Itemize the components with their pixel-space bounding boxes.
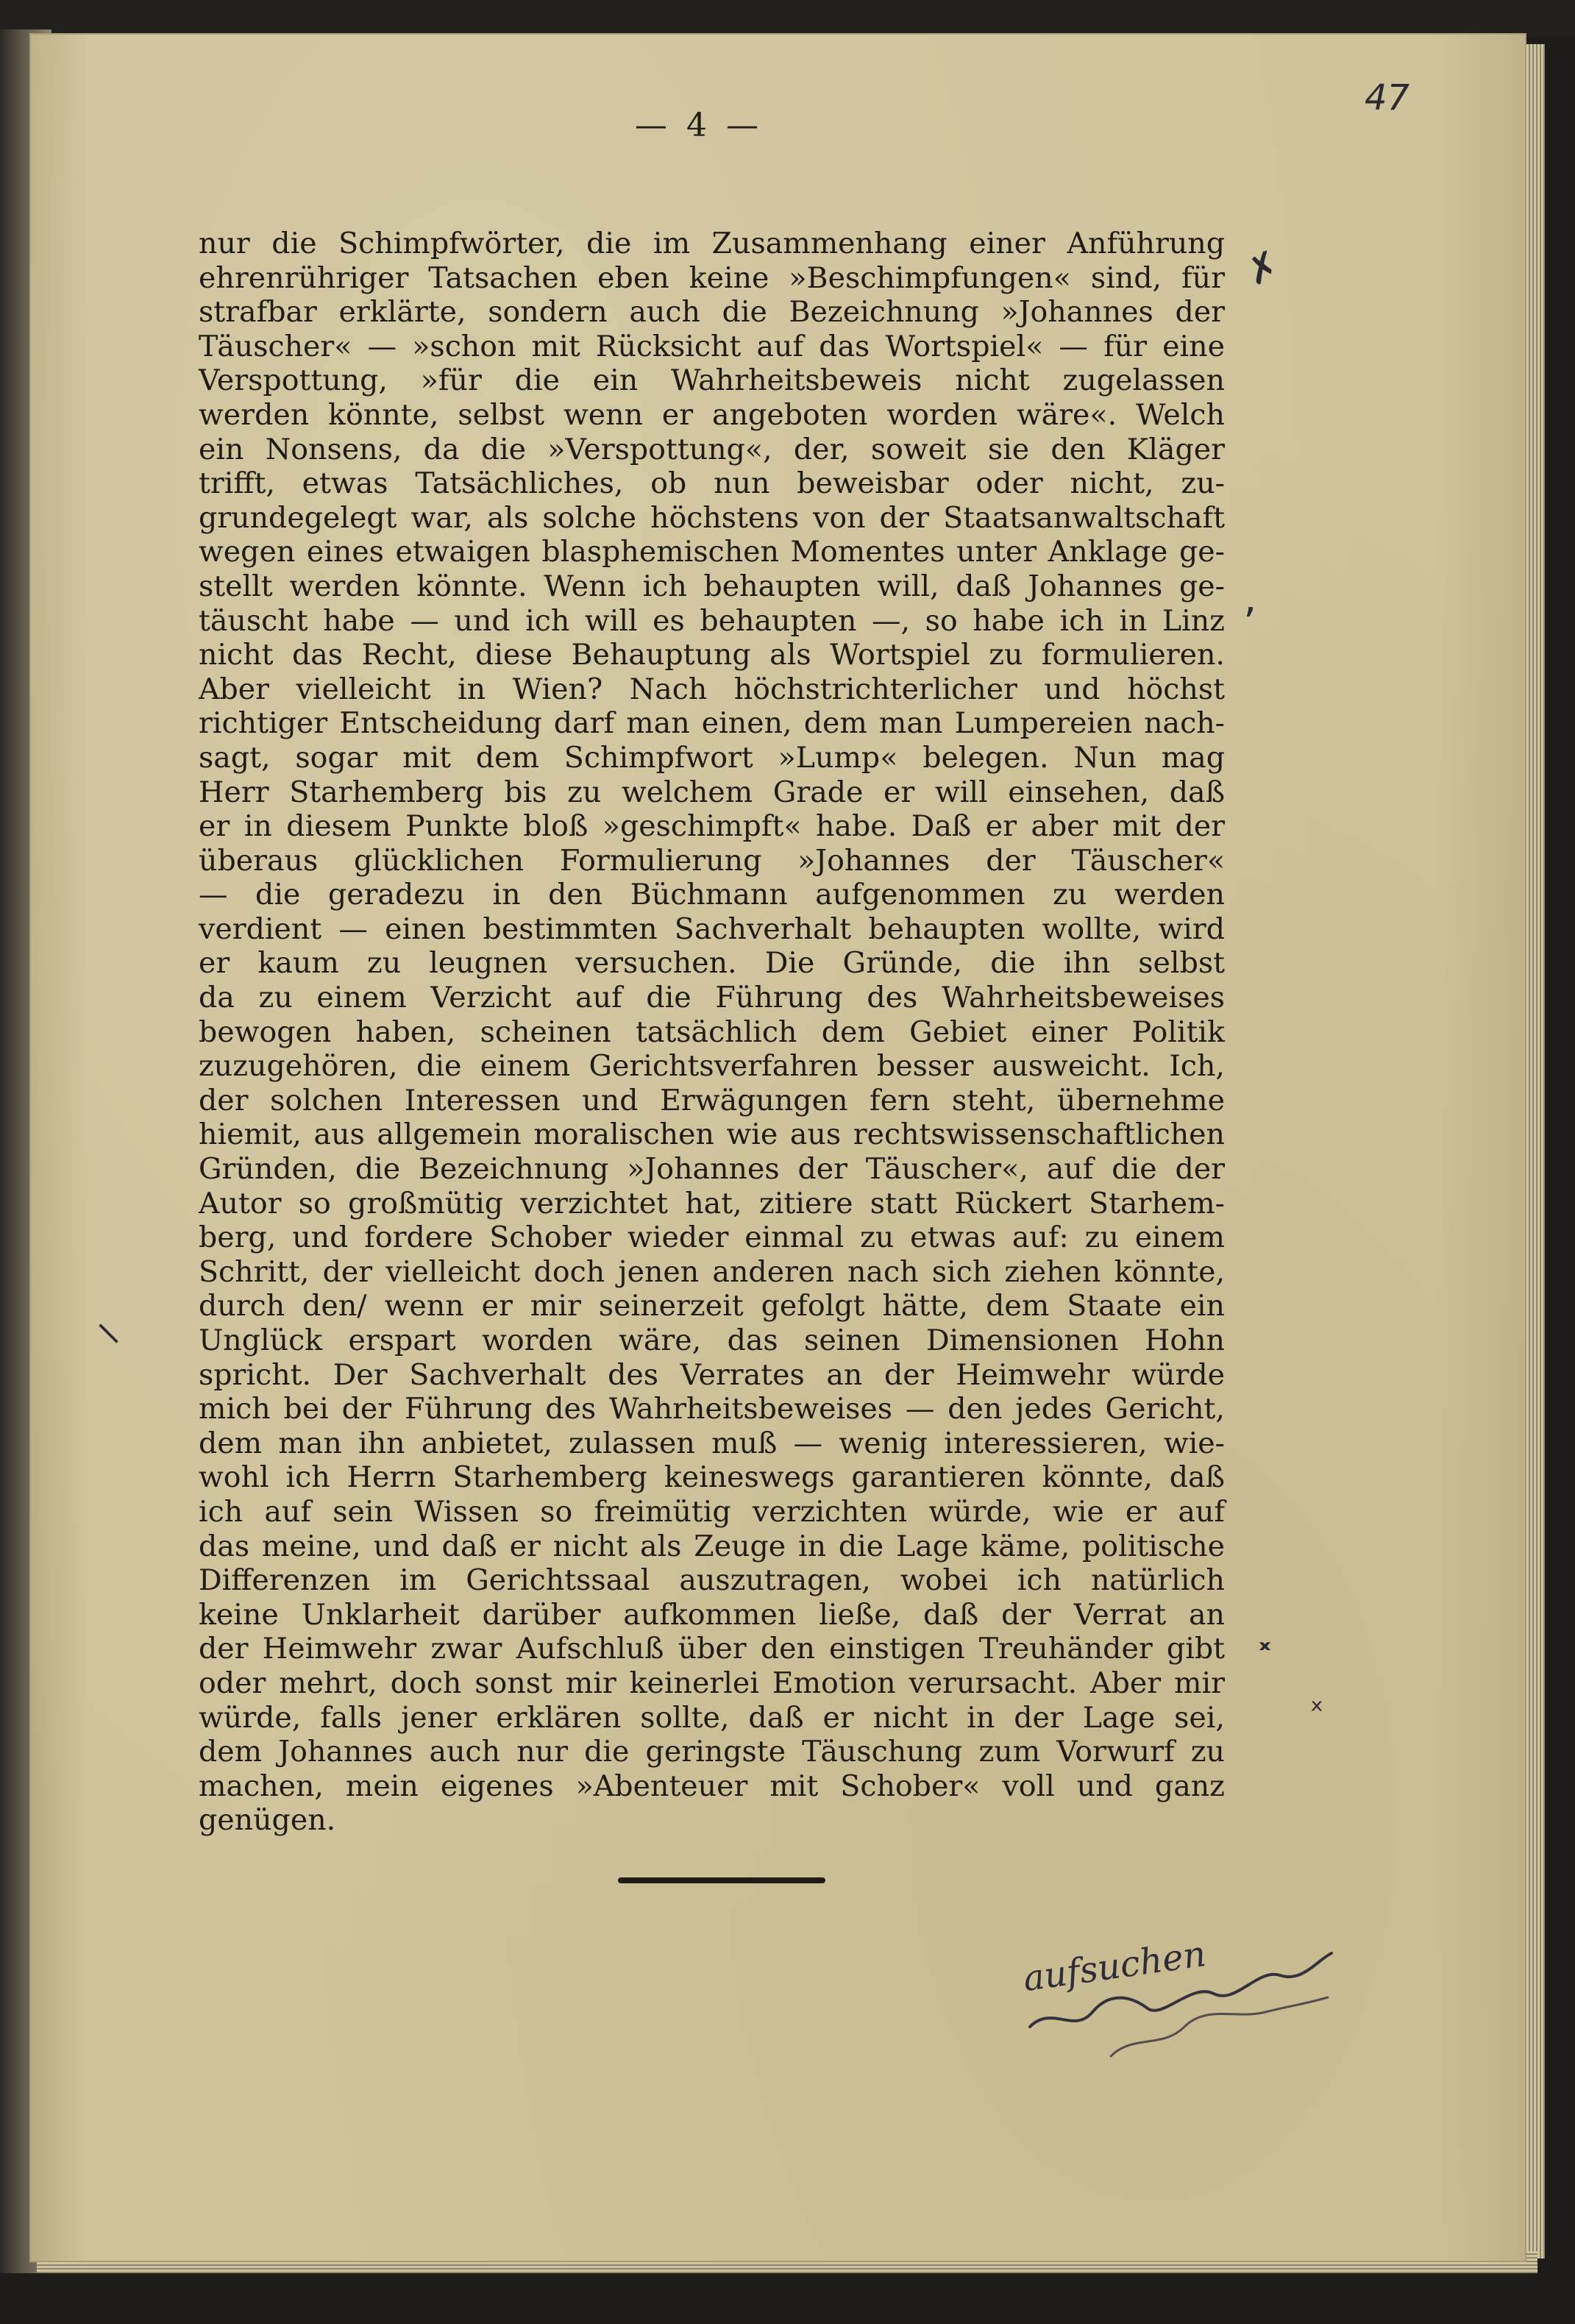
- scan-background-top: [0, 0, 1575, 37]
- text-line: er in diesem Punkte bloß »geschimpft« habe. Daß er aber mit der: [199, 809, 1225, 844]
- text-line-last: genügen.: [199, 1803, 336, 1838]
- text-line: Gründen, die Bezeichnung »Johannes der Täuscher«, auf die der: [199, 1152, 1225, 1187]
- text-line: machen, mein eigenes »Abenteuer mit Schober« voll und ganz: [199, 1769, 1225, 1803]
- end-rule: [618, 1877, 825, 1883]
- handwritten-note-text: aufsuchen: [1020, 1933, 1209, 2000]
- text-line: dem man ihn anbietet, zulassen muß — wenig interessieren, wie-: [199, 1426, 1225, 1460]
- handwritten-folio-number: 47: [1365, 77, 1410, 118]
- text-line: Unglück erspart worden wäre, das seinen Dimensionen Hohn: [199, 1323, 1225, 1357]
- text-line: überaus glücklichen Formulierung »Johannes der Täuscher«: [199, 843, 1225, 878]
- text-line: trifft, etwas Tatsächliches, ob nun beweisbar oder nicht, zu-: [199, 466, 1225, 501]
- text-line: verdient — einen bestimmten Sachverhalt behaupten wollte, wird: [199, 912, 1225, 946]
- text-line: richtiger Entscheidung darf man einen, dem man Lumpereien nach-: [199, 706, 1225, 741]
- text-line: Täuscher« — »schon mit Rücksicht auf das Wortspiel« — für eine: [199, 329, 1225, 363]
- text-line: durch den/ wenn er mir seinerzeit gefolgt hätte, dem Staate ein: [199, 1289, 1225, 1323]
- text-line: ein Nonsens, da die »Verspottung«, der, soweit sie den Kläger: [199, 432, 1225, 466]
- text-line: hiemit, aus allgemein moralischen wie aus rechtswissenschaftlichen: [199, 1117, 1225, 1152]
- text-line: Differenzen im Gerichtssaal auszutragen, wobei ich natürlich: [199, 1563, 1225, 1598]
- handwritten-annotation: [1020, 1933, 1339, 2071]
- text-line: wegen eines etwaigen blasphemischen Momentes unter Anklage ge-: [199, 535, 1225, 569]
- text-line: täuscht habe — und ich will es behaupten —, so habe ich in Linz: [199, 603, 1225, 638]
- text-line: Aber vielleicht in Wien? Nach höchstrichterlicher und höchst: [199, 672, 1225, 706]
- text-line: nicht das Recht, diese Behauptung als Wortspiel zu formulieren.: [199, 638, 1225, 672]
- text-line: werden könnte, selbst wenn er angeboten worden wäre«. Welch: [199, 397, 1225, 432]
- text-line: wohl ich Herrn Starhemberg keineswegs garantieren könnte, daß: [199, 1460, 1225, 1495]
- text-line: sagt, sogar mit dem Schimpfwort »Lump« belegen. Nun mag: [199, 740, 1225, 775]
- margin-cross-mark: ˟: [1254, 1637, 1276, 1687]
- text-line: zuzugehören, die einem Gerichtsverfahren besser ausweicht. Ich,: [199, 1049, 1225, 1084]
- text-line: Herr Starhemberg bis zu welchem Grade er will einsehen, daß: [199, 775, 1225, 809]
- text-line: stellt werden könnte. Wenn ich behaupten will, daß Johannes ge-: [199, 569, 1225, 603]
- text-line: nur die Schimpfwörter, die im Zusammenhang einer Anführung: [199, 227, 1225, 260]
- text-line: berg, und fordere Schober wieder einmal zu etwas auf: zu einem: [199, 1220, 1225, 1255]
- text-line: grundegelegt war, als solche höchstens von der Staatsanwaltschaft: [199, 500, 1225, 535]
- text-line: da zu einem Verzicht auf die Führung des Wahrheitsbeweises: [199, 981, 1225, 1015]
- text-line: Autor so großmütig verzichtet hat, zitiere statt Rückert Starhem-: [199, 1186, 1225, 1220]
- text-line: spricht. Der Sachverhalt des Verrates an der Heimwehr würde: [199, 1357, 1225, 1392]
- text-line: würde, falls jener erklären sollte, daß er nicht in der Lage sei,: [199, 1700, 1225, 1735]
- text-line: bewogen haben, scheinen tatsächlich dem Gebiet einer Politik: [199, 1014, 1225, 1049]
- text-line: oder mehrt, doch sonst mir keinerlei Emotion verursacht. Aber mir: [199, 1666, 1225, 1700]
- text-line: Schritt, der vielleicht doch jenen anderen nach sich ziehen könnte,: [199, 1254, 1225, 1289]
- text-line: ich auf sein Wissen so freimütig verzichten würde, wie er auf: [199, 1494, 1225, 1529]
- text-line: er kaum zu leugnen versuchen. Die Gründe, die ihn selbst: [199, 946, 1225, 981]
- text-line: ehrenrühriger Tatsachen eben keine »Beschimpfungen« sind, für: [199, 260, 1225, 295]
- text-line: mich bei der Führung des Wahrheitsbeweises — den jedes Gericht,: [199, 1392, 1225, 1426]
- margin-bracket-mark: ⸜: [96, 1291, 121, 1351]
- text-line: das meine, und daß er nicht als Zeuge in die Lage käme, politische: [199, 1529, 1225, 1563]
- text-line: der solchen Interessen und Erwägungen fern steht, übernehme: [199, 1083, 1225, 1117]
- page-number: — 4 —: [635, 107, 763, 144]
- text-line: der Heimwehr zwar Aufschluß über den einstigen Treuhänder gibt: [199, 1632, 1225, 1666]
- text-line: strafbar erklärte, sondern auch die Bezeichnung »Johannes der: [199, 295, 1225, 330]
- text-line: — die geradezu in den Büchmann aufgenommen zu werden: [199, 878, 1225, 912]
- text-line: dem Johannes auch nur die geringste Täuschung zum Vorwurf zu: [199, 1735, 1225, 1769]
- text-line: Verspottung, »für die ein Wahrheitsbeweis nicht zugelassen: [199, 363, 1225, 398]
- margin-check-mark: ✗: [1239, 241, 1287, 296]
- body-text: [199, 227, 1225, 1838]
- margin-correction-mark: ˣ: [1309, 1692, 1324, 1730]
- margin-tick-mark: ʼ: [1243, 600, 1256, 647]
- text-line: keine Unklarheit darüber aufkommen ließe, daß der Verrat an: [199, 1597, 1225, 1632]
